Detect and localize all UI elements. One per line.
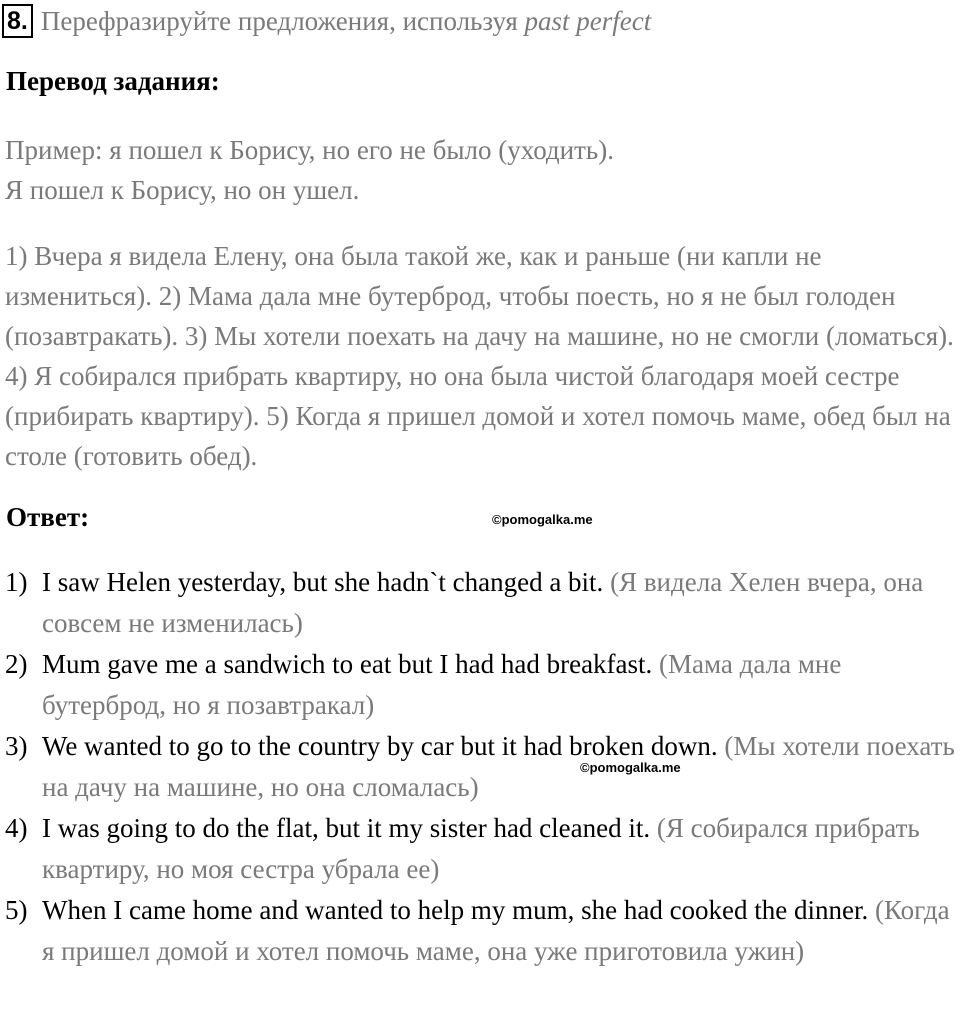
answer-english: Mum gave me a sandwich to eat but I had had breakfast.: [42, 649, 653, 679]
answer-number: 1): [5, 567, 28, 597]
answer-item-4: [5, 808, 960, 890]
answer-heading: Ответ:: [6, 502, 90, 532]
translation-heading: Перевод задания:: [6, 66, 220, 96]
answer-item-5: [5, 890, 960, 972]
task-number: 8.: [2, 4, 33, 38]
answer-english: I was going to do the flat, but it my sister had cleaned it.: [42, 813, 651, 843]
answer-item-3: [5, 726, 960, 808]
answer-russian: (Мама дала мне бутерброд, но я позавтракал): [42, 649, 842, 720]
task-header: [2, 2, 651, 40]
task-instruction-text: Перефразируйте предложения, используя: [40, 5, 518, 36]
example-line-1: Пример: я пошел к Борису, но его не было (уходить).: [5, 135, 614, 165]
answer-english: We wanted to go to the country by car but it had broken down.: [42, 731, 718, 761]
answer-item-1: [5, 562, 960, 644]
translation-example: [5, 130, 955, 210]
example-line-2: Я пошел к Борису, но он ушел.: [5, 175, 360, 205]
answer-item-2: [5, 644, 960, 726]
watermark: ©pomogalka.me: [492, 512, 593, 527]
answer-english: When I came home and wanted to help my mum, she had cooked the dinner.: [42, 895, 869, 925]
answer-number: 2): [5, 649, 28, 679]
answer-number: 4): [5, 813, 28, 843]
task-instruction: [41, 6, 651, 37]
task-instruction-emphasis: past perfect: [524, 5, 652, 36]
watermark: ©pomogalka.me: [580, 760, 681, 775]
translation-tasks-text: 1) Вчера я видела Елену, она была такой же, как и раньше (ни капли не измениться). 2) Мама дала мне бутерброд, чтобы поесть, но я не был голоден (позавтракать). 3) Мы хотели поехать на дачу на машине, но не смогли (ломаться). 4) Я собирался прибрать квартиру, но она была чистой благодаря моей сестре (прибирать квартиру). 5) Когда я пришел домой и хотел помочь маме, обед был на столе (готовить обед).: [5, 241, 954, 471]
translation-tasks: [5, 236, 955, 476]
answer-number: 3): [5, 731, 28, 761]
answer-russian: (Я видела Хелен вчера, она совсем не изменилась): [42, 567, 924, 638]
answer-russian: (Я собирался прибрать квартиру, но моя сестра убрала ее): [42, 813, 920, 884]
answer-english: I saw Helen yesterday, but she hadn`t changed a bit.: [42, 567, 604, 597]
answer-russian: (Когда я пришел домой и хотел помочь маме, она уже приготовила ужин): [42, 895, 950, 966]
answer-list: [5, 562, 960, 972]
answer-russian: (Мы хотели поехать на дачу на машине, но она сломалась): [42, 731, 955, 802]
answer-number: 5): [5, 895, 28, 925]
